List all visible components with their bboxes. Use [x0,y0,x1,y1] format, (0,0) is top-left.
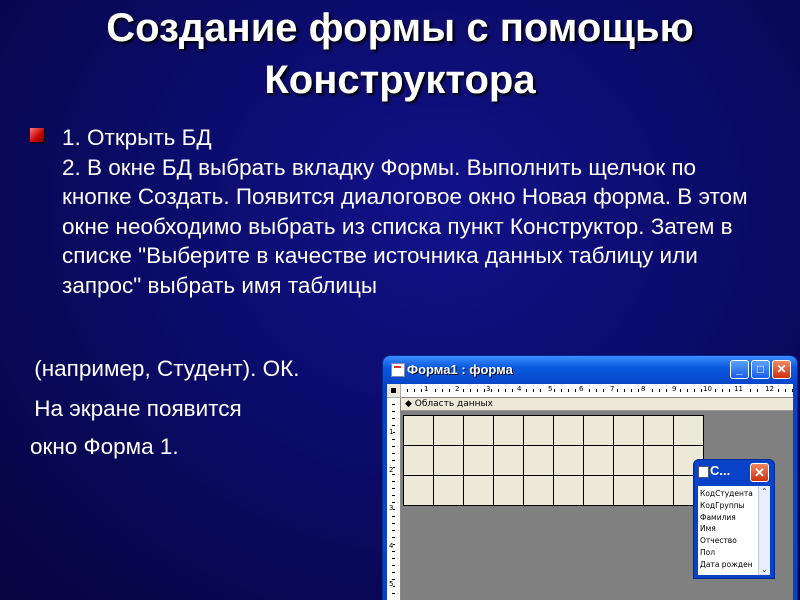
maximize-button[interactable]: □ [751,360,770,379]
scroll-up-icon[interactable]: ⌃ [761,487,768,496]
ruler-number: 11 [734,385,743,393]
vertical-ruler[interactable] [387,398,401,600]
ruler-number: 1 [389,428,394,436]
ruler-number: 3 [389,504,394,512]
ruler-number: 9 [672,385,677,393]
field-list-item[interactable]: Фамилия [700,512,736,522]
field-list-item[interactable]: КодГруппы [700,500,745,510]
field-list-item[interactable]: Пол [700,547,716,557]
ruler-number: 2 [455,385,460,393]
field-list-item[interactable]: Имя [700,524,716,534]
minimize-button[interactable]: _ [730,360,749,379]
ruler-number: 8 [641,385,646,393]
close-button[interactable]: ✕ [772,360,791,379]
ruler-number: 5 [389,580,394,588]
field-list-title: С... [710,463,731,478]
design-grid[interactable] [403,415,704,506]
slide-title-line2: Конструктора [264,58,536,102]
slide-title [0,2,800,106]
ruler-number: 7 [610,385,615,393]
form-icon [391,363,405,377]
window-title: Форма1 : форма [407,362,513,377]
slide-text-line: окно Форма 1. [30,434,179,459]
horizontal-ruler[interactable] [401,384,793,398]
window-titlebar[interactable] [383,356,797,384]
bullet-icon [30,128,44,142]
slide-text-line: (например, Студент). ОК. [28,356,300,381]
slide-title-line1: Создание формы с помощью [106,6,694,50]
field-list-item[interactable]: Дата рожден [700,559,753,569]
field-list-item[interactable]: Отчество [700,536,737,546]
field-list-item[interactable]: КодСтудента [700,489,753,498]
field-list [698,486,770,575]
slide-body-text: 1. Открыть БД 2. В окне БД выбрать вкладку Формы. Выполнить щелчок по кнопке Создать. Появится диалоговое окно Новая форма. В этом окне необходимо выбрать из списка пункт Конструктор. Затем в списке "Выберите в качестве источника данных таблицу или запрос" выбрать имя таблицы [62,125,748,298]
field-list-close-button[interactable]: ✕ [750,463,769,482]
field-list-scrollbar[interactable] [758,486,770,575]
ruler-number: 1 [424,385,429,393]
ruler-number: 4 [389,542,394,550]
ruler-number: 5 [548,385,553,393]
section-label: ◆ Область данных [405,399,493,409]
field-list-window [694,460,774,578]
ruler-number: 6 [579,385,584,393]
slide-text-line: На экране появится [28,396,242,421]
ruler-number: 10 [703,385,712,393]
ruler-number: 2 [389,466,394,474]
ruler-number: 12 [765,385,774,393]
scroll-down-icon[interactable]: ⌄ [761,565,768,574]
detail-section-header[interactable] [401,398,793,411]
ruler-number: 4 [517,385,522,393]
form-selector[interactable] [387,384,401,398]
ruler-number: 3 [486,385,491,393]
table-icon [698,466,709,478]
